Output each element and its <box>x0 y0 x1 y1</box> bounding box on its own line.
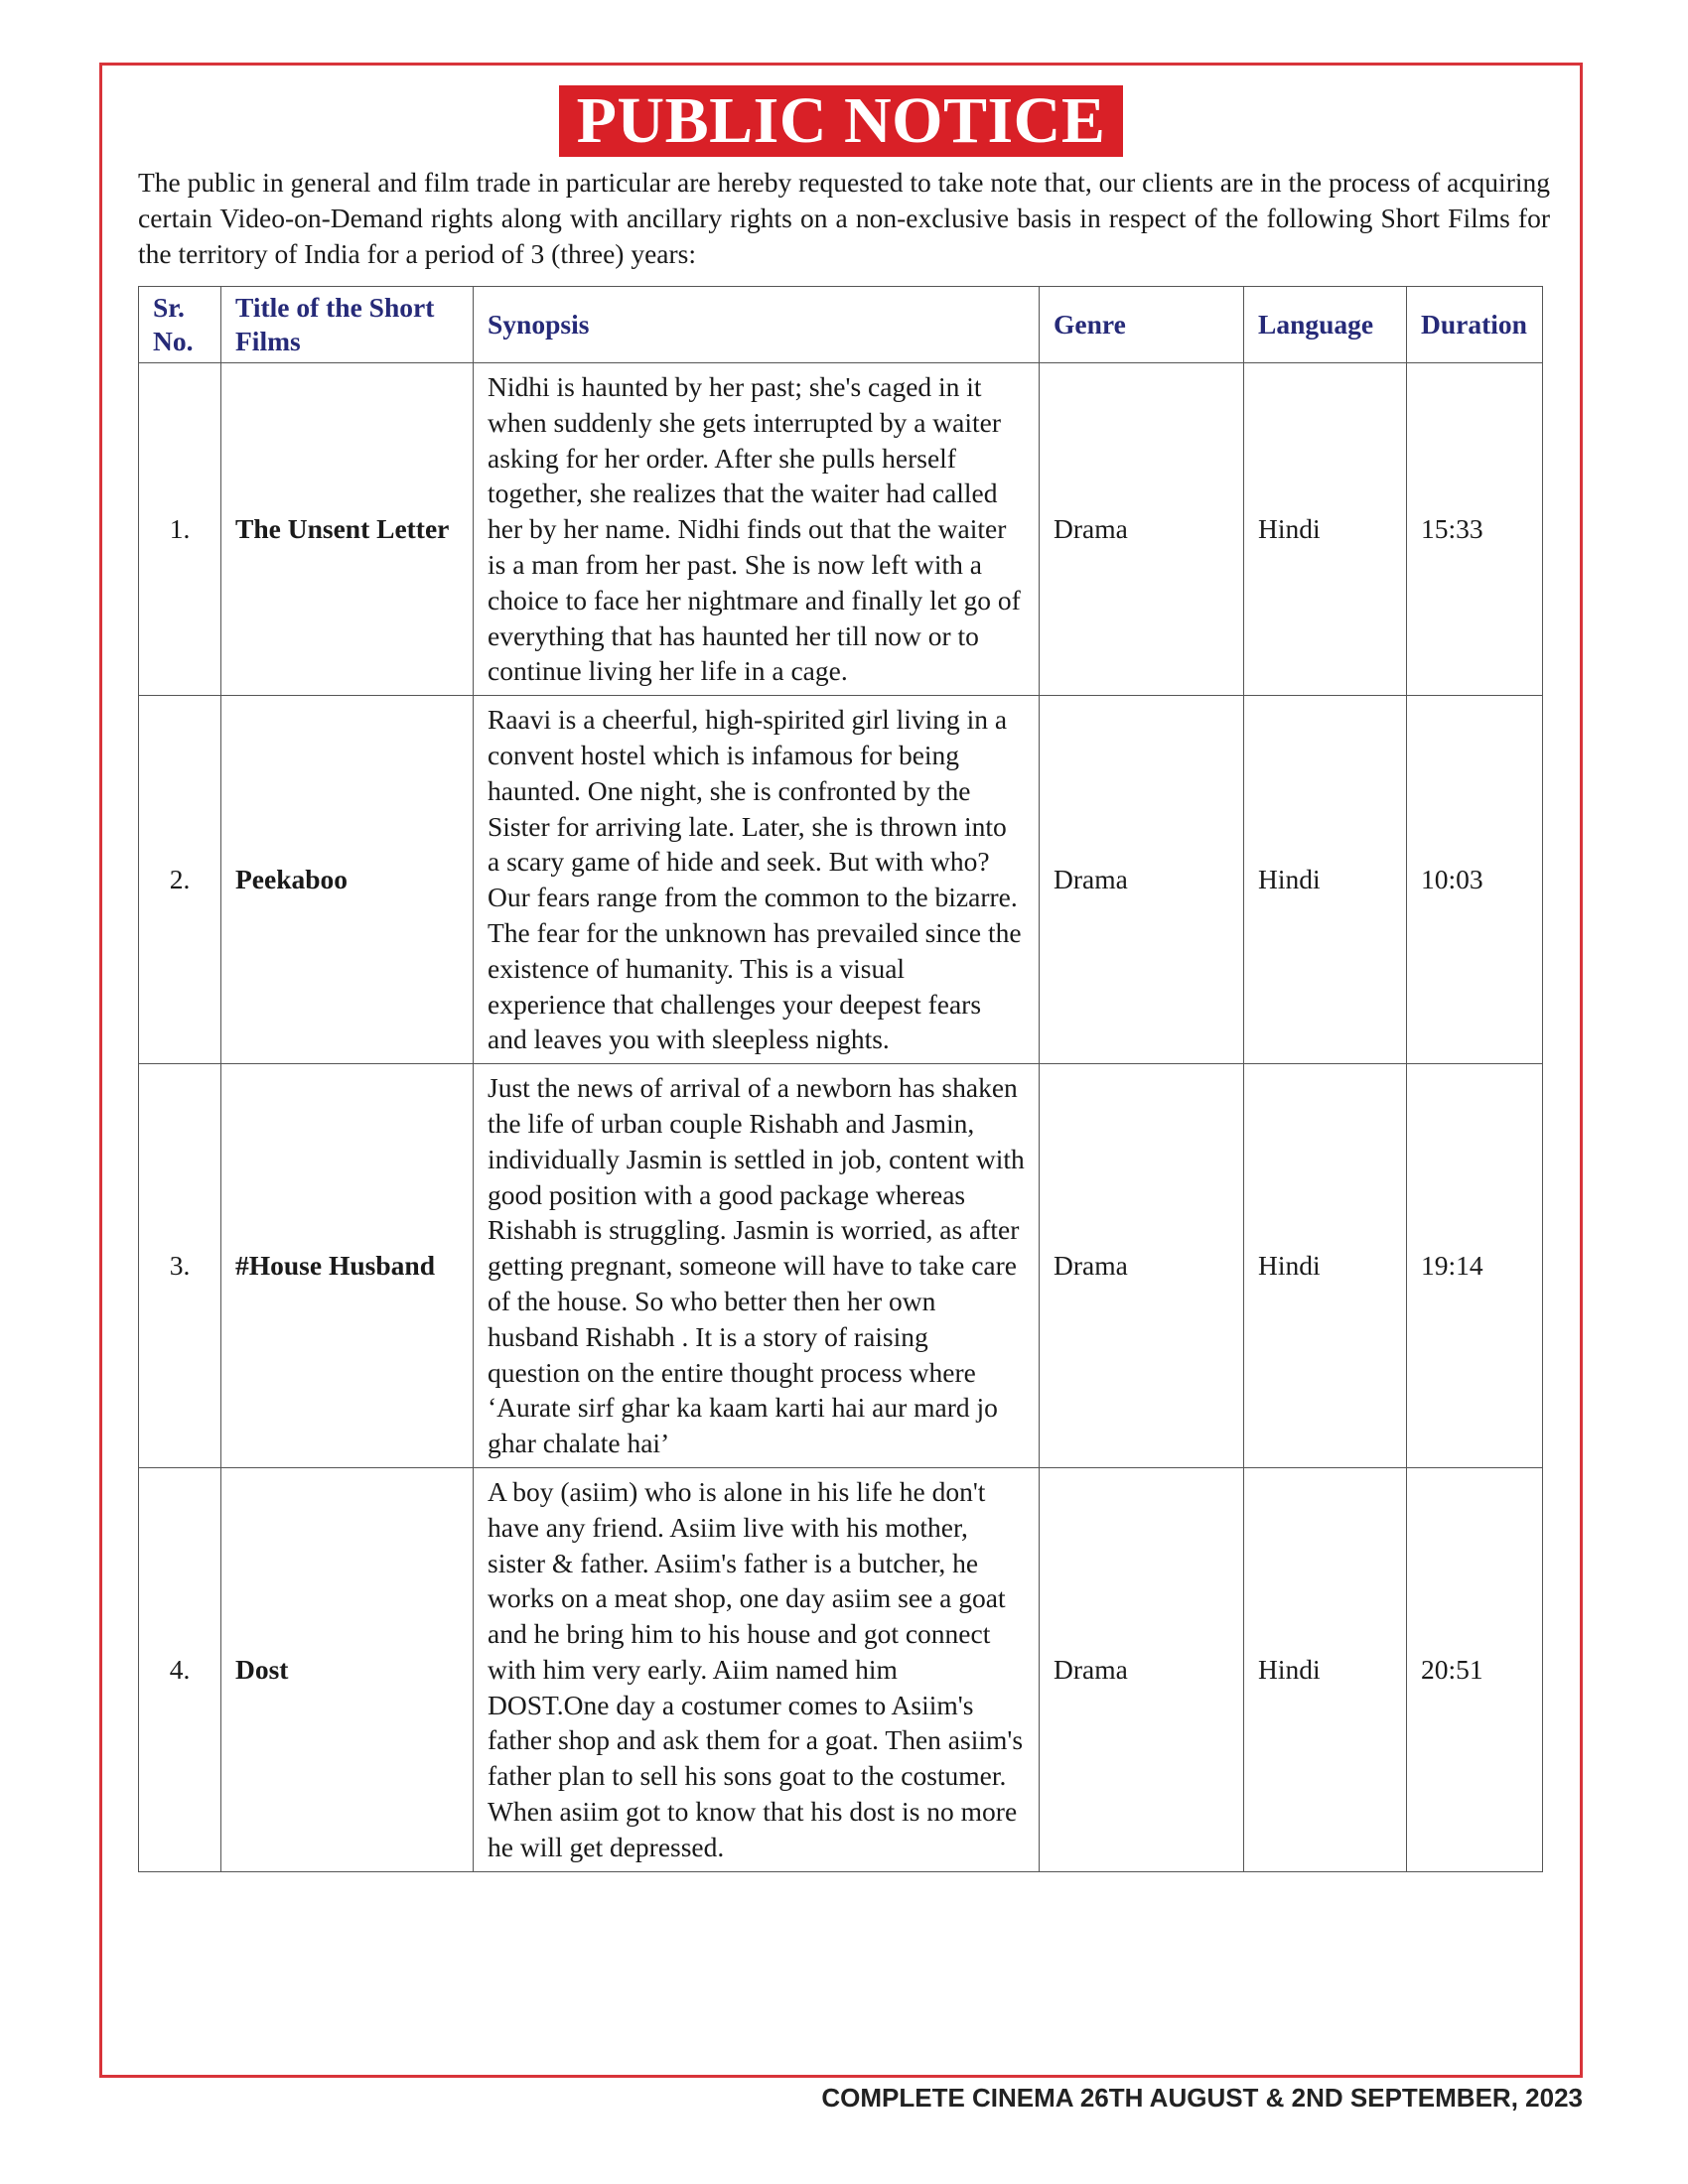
header-language: Language <box>1244 287 1407 363</box>
table-row <box>139 363 1543 696</box>
synopsis-cell: Nidhi is haunted by her past; she's caged in it when suddenly she gets interrupted by a waiter asking for her order. After she pulls herself together, she realizes that the waiter had called her by her name. Nidhi finds out that the waiter is a man from her past. She is now left with a choice to face her nightmare and finally let go of everything that has haunted her till now or to continue living her life in a cage. <box>474 363 1040 696</box>
sr-no-cell: 3. <box>139 1064 221 1468</box>
language-cell: Hindi <box>1244 1064 1407 1468</box>
language-cell: Hindi <box>1244 696 1407 1064</box>
sr-no-cell: 1. <box>139 363 221 696</box>
film-title-cell: The Unsent Letter <box>221 363 474 696</box>
header-duration: Duration <box>1407 287 1543 363</box>
synopsis-cell: Just the news of arrival of a newborn has shaken the life of urban couple Rishabh and Jasmin, individually Jasmin is settled in job, content with good position with a good package whereas Rishabh is struggling. Jasmin is worried, as after getting pregnant, someone will have to take care of the house. So who better then her own husband Rishabh . It is a story of raising question on the entire thought process where ‘Aurate sirf ghar ka kaam karti hai aur mard jo ghar chalate hai’ <box>474 1064 1040 1468</box>
film-title-cell: Peekaboo <box>221 696 474 1064</box>
language-cell: Hindi <box>1244 363 1407 696</box>
genre-cell: Drama <box>1040 1064 1244 1468</box>
sr-no-cell: 2. <box>139 696 221 1064</box>
notice-frame <box>99 63 1583 2078</box>
table-row <box>139 1064 1543 1468</box>
duration-cell: 15:33 <box>1407 363 1543 696</box>
language-cell: Hindi <box>1244 1467 1407 1871</box>
header-synopsis: Synopsis <box>474 287 1040 363</box>
sr-no-cell: 4. <box>139 1467 221 1871</box>
genre-cell: Drama <box>1040 696 1244 1064</box>
film-title-cell: #House Husband <box>221 1064 474 1468</box>
table-row <box>139 1467 1543 1871</box>
synopsis-cell: Raavi is a cheerful, high-spirited girl living in a convent hostel which is infamous for being haunted. One night, she is confronted by the Sister for arriving late. Later, she is thrown into a scary game of hide and seek. But with who? Our fears range from the common to the bizarre. The fear for the unknown has prevailed since the existence of humanity. This is a visual experience that challenges your deepest fears and leaves you with sleepless nights. <box>474 696 1040 1064</box>
duration-cell: 19:14 <box>1407 1064 1543 1468</box>
duration-cell: 10:03 <box>1407 696 1543 1064</box>
table-row <box>139 696 1543 1064</box>
intro-paragraph: The public in general and film trade in particular are hereby requested to take note that, our clients are in the process of acquiring certain Video-on-Demand rights along with ancillary rights on a non-exclusive basis in respect of the following Short Films for the territory of India for a period of 3 (three) years: <box>138 167 1550 269</box>
notice-title: PUBLIC NOTICE <box>559 85 1124 157</box>
publication-footer: COMPLETE CINEMA 26TH AUGUST & 2ND SEPTEMBER, 2023 <box>821 2083 1583 2113</box>
film-title-cell: Dost <box>221 1467 474 1871</box>
genre-cell: Drama <box>1040 1467 1244 1871</box>
films-table <box>138 286 1543 1872</box>
table-header-row <box>139 287 1543 363</box>
genre-cell: Drama <box>1040 363 1244 696</box>
header-sr-no: Sr. No. <box>139 287 221 363</box>
duration-cell: 20:51 <box>1407 1467 1543 1871</box>
header-title: Title of the Short Films <box>221 287 474 363</box>
title-wrap <box>102 85 1580 157</box>
header-genre: Genre <box>1040 287 1244 363</box>
synopsis-cell: A boy (asiim) who is alone in his life he don't have any friend. Asiim live with his mother, sister & father. Asiim's father is a butcher, he works on a meat shop, one day asiim see a goat and he bring him to his house and got connect with him very early. Aiim named him DOST.One day a costumer comes to Asiim's father shop and ask them for a goat. Then asiim's father plan to sell his sons goat to the costumer. When asiim got to know that his dost is no more he will get depressed. <box>474 1467 1040 1871</box>
